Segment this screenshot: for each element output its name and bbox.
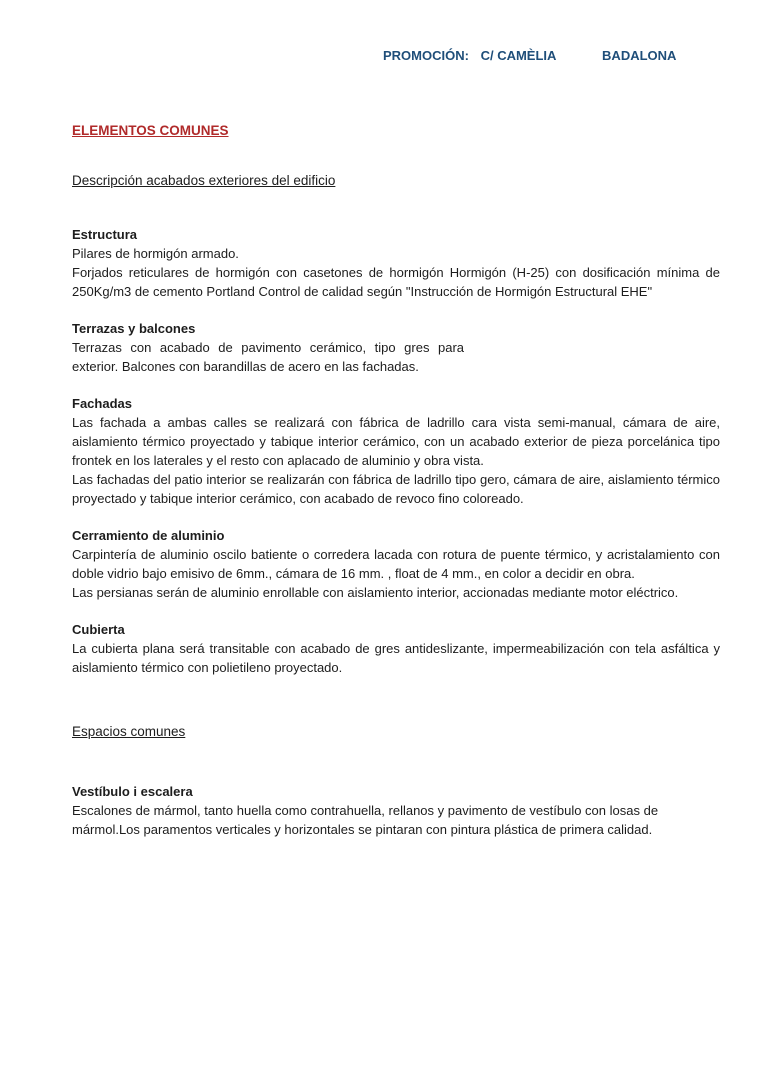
paragraph: Las persianas serán de aluminio enrollable con aislamiento interior, accionadas mediante motor eléctrico. — [72, 585, 679, 600]
promotion-city: BADALONA — [602, 48, 677, 63]
section-subtitle-comunes: Espacios comunes — [72, 724, 186, 739]
page-title: ELEMENTOS COMUNES — [72, 123, 229, 138]
section-heading: Fachadas — [72, 396, 132, 411]
section-cerramiento — [72, 526, 720, 602]
paragraph: Escalones de mármol, tanto huella como contrahuella, rellanos y pavimento de vestíbulo con losas de mármol.Los paramentos verticales y horizontales se pintaran con pintura plástica de primera calidad. — [72, 803, 659, 837]
promotion-street: C/ CAMÈLIA — [480, 48, 557, 63]
paragraph: La cubierta plana será transitable con acabado de gres antideslizante, impermeabilización con tela asfáltica y aislamiento térmico con polietileno proyectado. — [72, 641, 720, 675]
section-vestibulo — [72, 782, 720, 839]
paragraph: Forjados reticulares de hormigón con casetones de hormigón Hormigón (H-25) con dosificación mínima de 250Kg/m3 de cemento Portland Control de calidad según "Instrucción de Hormigón Estructural EHE" — [72, 265, 720, 299]
section-heading: Vestíbulo i escalera — [72, 784, 193, 799]
paragraph: Carpintería de aluminio oscilo batiente o corredera lacada con rotura de puente térmico, y acristalamiento con doble vidrio bajo emisivo de 6mm., cámara de 16 mm. , float de 4 mm., en color a decidir en obra. — [72, 547, 720, 581]
section-heading: Terrazas y balcones — [72, 321, 196, 336]
paragraph: Las fachada a ambas calles se realizará con fábrica de ladrillo cara vista semi-manual, cámara de aire, aislamiento térmico proyectado y tabique interior cerámico, con un acabado exterior de pieza porcelánica tipo frontek en los laterales y el resto con aplacado de aluminio y obra vista. — [72, 415, 720, 468]
document-header — [383, 46, 720, 65]
paragraph: Pilares de hormigón armado. — [72, 246, 239, 261]
section-fachadas — [72, 394, 720, 508]
section-estructura — [72, 225, 720, 301]
section-subtitle-exteriores: Descripción acabados exteriores del edificio — [72, 173, 336, 188]
section-cubierta — [72, 620, 720, 677]
section-terrazas — [72, 319, 720, 376]
section-heading: Estructura — [72, 227, 138, 242]
paragraph: Terrazas con acabado de pavimento cerámico, tipo gres para exterior. Balcones con barandillas de acero en las fachadas. — [72, 340, 464, 374]
paragraph: Las fachadas del patio interior se realizarán con fábrica de ladrillo tipo gero, cámara de aire, aislamiento térmico proyectado y tabique interior cerámico, con acabado de revoco fino coloreado. — [72, 472, 720, 506]
promotion-label: PROMOCIÓN: — [383, 48, 469, 63]
section-heading: Cerramiento de aluminio — [72, 528, 225, 543]
section-heading: Cubierta — [72, 622, 125, 637]
